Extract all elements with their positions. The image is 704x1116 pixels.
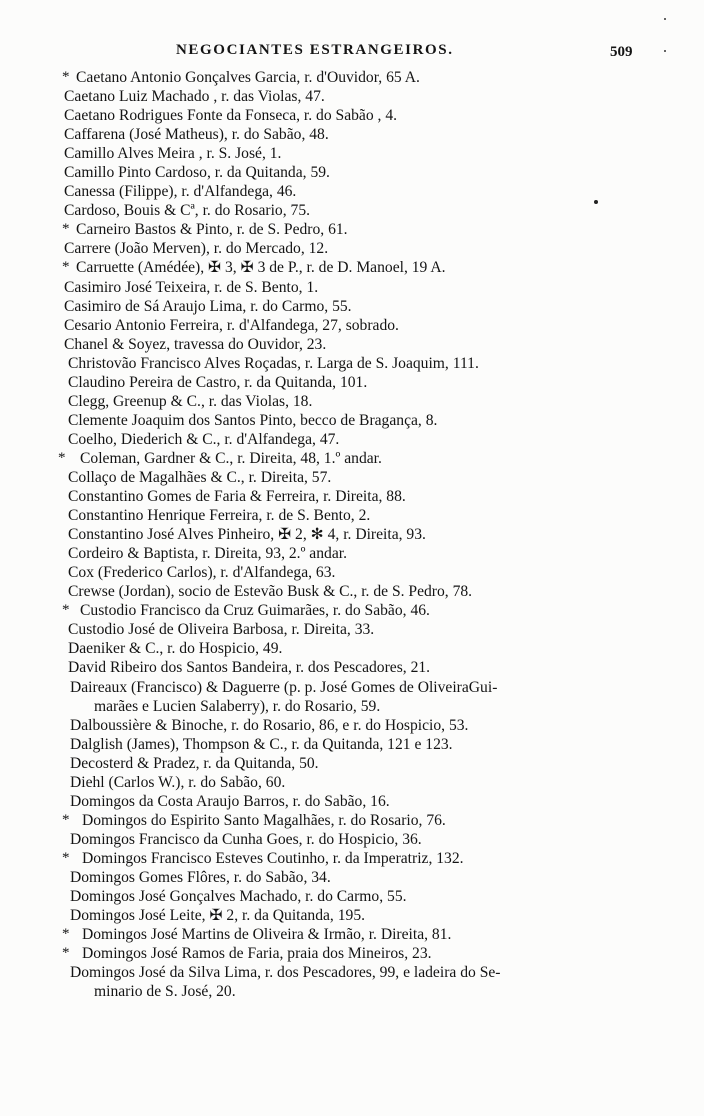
- directory-entry: [0, 678, 704, 697]
- directory-entry: [0, 201, 704, 220]
- directory-entry: [0, 468, 704, 487]
- directory-entry: [0, 354, 704, 373]
- directory-entry: [0, 316, 704, 335]
- entry-text: marães e Lucien Salaberry), r. do Rosario, 59.: [94, 697, 381, 715]
- entry-text: Daireaux (Francisco) & Daguerre (p. p. José Gomes de OliveiraGui-: [70, 678, 498, 696]
- entry-text: Cesario Antonio Ferreira, r. d'Alfandega, 27, sobrado.: [64, 316, 399, 334]
- entry-text: Domingos José Ramos de Faria, praia dos Mineiros, 23.: [82, 945, 432, 963]
- entry-text: Coleman, Gardner & C., r. Direita, 48, 1.º andar.: [80, 449, 382, 467]
- entry-text: Crewse (Jordan), socio de Estevão Busk & C., r. de S. Pedro, 78.: [68, 583, 473, 601]
- entry-text: Custodio José de Oliveira Barbosa, r. Direita, 33.: [68, 621, 375, 639]
- directory-entry: [0, 982, 704, 1001]
- directory-entry: [0, 697, 704, 716]
- directory-entry: [0, 716, 704, 735]
- entry-text: Clegg, Greenup & C., r. das Violas, 18.: [68, 392, 313, 410]
- entry-marker: *: [62, 602, 70, 619]
- entry-text: Decosterd & Pradez, r. da Quitanda, 50.: [70, 754, 319, 772]
- directory-entry: [0, 487, 704, 506]
- entry-text: Casimiro de Sá Araujo Lima, r. do Carmo, 55.: [64, 297, 352, 315]
- directory-entry: [0, 68, 704, 87]
- entry-text: Domingos José Martins de Oliveira & Irmão, r. Direita, 81.: [82, 926, 452, 944]
- entry-text: Domingos Francisco Esteves Coutinho, r. da Imperatriz, 132.: [82, 849, 464, 867]
- directory-entry: [0, 544, 704, 563]
- directory-entry: [0, 182, 704, 201]
- directory-entry: [0, 239, 704, 258]
- entry-text: Domingos do Espirito Santo Magalhães, r. do Rosario, 76.: [82, 811, 446, 829]
- page-number: 509: [610, 44, 633, 60]
- entry-marker: *: [62, 259, 70, 276]
- directory-entry: [0, 811, 704, 830]
- entry-marker: *: [62, 69, 70, 85]
- directory-entry: [0, 925, 704, 944]
- directory-entry: [0, 297, 704, 316]
- entry-text: David Ribeiro dos Santos Bandeira, r. dos Pescadores, 21.: [68, 659, 431, 677]
- directory-entry: [0, 773, 704, 792]
- entry-text: Cordeiro & Baptista, r. Direita, 93, 2.º andar.: [68, 545, 347, 563]
- directory-entry: [0, 620, 704, 639]
- entry-marker: *: [62, 945, 70, 962]
- directory-entry: [0, 335, 704, 354]
- entry-text: Domingos da Costa Araujo Barros, r. do Sabão, 16.: [70, 792, 390, 810]
- directory-entry: [0, 792, 704, 811]
- directory-entry: [0, 163, 704, 182]
- entry-text: Dalglish (James), Thompson & C., r. da Quitanda, 121 e 123.: [70, 735, 453, 753]
- directory-entry: [0, 754, 704, 773]
- directory-entry: [0, 658, 704, 677]
- entry-text: Cox (Frederico Carlos), r. d'Alfandega, 63.: [68, 564, 336, 582]
- entry-text: Camillo Pinto Cardoso, r. da Quitanda, 59.: [64, 164, 330, 182]
- entry-text: Constantino Gomes de Faria & Ferreira, r. Direita, 88.: [68, 488, 406, 506]
- entry-text: Domingos José Leite, ✠ 2, r. da Quitanda, 195.: [70, 907, 366, 925]
- entry-text: Caffarena (José Matheus), r. do Sabão, 48.: [64, 126, 329, 144]
- entry-marker: *: [58, 449, 66, 466]
- directory-entry: [0, 125, 704, 144]
- entry-text: Casimiro José Teixeira, r. de S. Bento, 1.: [64, 278, 319, 296]
- directory-entry: [0, 830, 704, 849]
- directory-entry: [0, 601, 704, 620]
- entry-marker: *: [62, 849, 70, 866]
- entry-text: Domingos Francisco da Cunha Goes, r. do Hospicio, 36.: [70, 830, 422, 848]
- entry-text: minario de S. José, 20.: [94, 983, 236, 1001]
- entry-text: Caetano Rodrigues Fonte da Fonseca, r. do Sabão , 4.: [64, 107, 398, 125]
- entry-text: Constantino José Alves Pinheiro, ✠ 2, ✻ 4, r. Direita, 93.: [68, 526, 426, 544]
- entry-text: Dalboussière & Binoche, r. do Rosario, 86, e r. do Hospicio, 53.: [70, 716, 469, 734]
- directory-entry: [0, 944, 704, 963]
- directory-entry: [0, 563, 704, 582]
- directory-entry: [0, 220, 704, 239]
- entry-text: Collaço de Magalhães & C., r. Direita, 57.: [68, 468, 332, 486]
- entry-text: Domingos José Gonçalves Machado, r. do Carmo, 55.: [70, 888, 407, 906]
- directory-entry: [0, 411, 704, 430]
- directory-entry: [0, 506, 704, 525]
- entry-text: Chanel & Soyez, travessa do Ouvidor, 23.: [64, 335, 327, 353]
- directory-entry: [0, 849, 704, 868]
- entry-text: Carruette (Amédée), ✠ 3, ✠ 3 de P., r. de D. Manoel, 19 A.: [76, 259, 446, 277]
- directory-entry: [0, 449, 704, 468]
- entry-text: Christovão Francisco Alves Roçadas, r. Larga de S. Joaquim, 111.: [68, 354, 479, 372]
- running-title: NEGOCIANTES ESTRANGEIROS.: [176, 42, 454, 58]
- entry-text: Canessa (Filippe), r. d'Alfandega, 46.: [64, 183, 297, 201]
- directory-entry: [0, 106, 704, 125]
- entry-text: Daeniker & C., r. do Hospicio, 49.: [68, 640, 283, 658]
- directory-entry: [0, 582, 704, 601]
- directory-entry: [0, 258, 704, 277]
- entry-marker: *: [62, 811, 70, 828]
- entry-text: Constantino Henrique Ferreira, r. de S. Bento, 2.: [68, 507, 371, 525]
- entry-text: Coelho, Diederich & C., r. d'Alfandega, 47.: [68, 430, 340, 448]
- directory-entry: [0, 144, 704, 163]
- ink-speck: [664, 18, 666, 20]
- entry-text: Domingos Gomes Flôres, r. do Sabão, 34.: [70, 868, 331, 886]
- entry-text: Clemente Joaquim dos Santos Pinto, becco de Bragança, 8.: [68, 411, 438, 429]
- ink-speck: [594, 200, 598, 204]
- ink-speck: [664, 50, 666, 52]
- entry-marker: *: [62, 221, 70, 238]
- entry-text: Claudino Pereira de Castro, r. da Quitanda, 101.: [68, 373, 368, 391]
- directory-entry: [0, 278, 704, 297]
- directory-entry: [0, 868, 704, 887]
- directory-entry: [0, 963, 704, 982]
- page-header: [0, 38, 704, 68]
- entry-text: Diehl (Carlos W.), r. do Sabão, 60.: [70, 773, 286, 791]
- directory-entry: [0, 525, 704, 544]
- entry-text: Camillo Alves Meira , r. S. José, 1.: [64, 145, 282, 163]
- entry-text: Carrere (João Merven), r. do Mercado, 12.: [64, 240, 329, 258]
- entry-text: Cardoso, Bouis & Cª, r. do Rosario, 75.: [64, 202, 311, 220]
- entry-text: Caetano Luiz Machado , r. das Violas, 47.: [64, 88, 325, 106]
- directory-entry: [0, 906, 704, 925]
- directory-entry: [0, 430, 704, 449]
- entry-text: Custodio Francisco da Cruz Guimarães, r. do Sabão, 46.: [80, 602, 430, 620]
- directory-entry: [0, 373, 704, 392]
- directory-entry: [0, 639, 704, 658]
- entry-marker: *: [62, 926, 70, 943]
- directory-entry: [0, 87, 704, 106]
- directory-entry: [0, 392, 704, 411]
- entry-text: Carneiro Bastos & Pinto, r. de S. Pedro, 61.: [76, 221, 348, 239]
- directory-entry: [0, 887, 704, 906]
- directory-entry: [0, 735, 704, 754]
- entry-text: Caetano Antonio Gonçalves Garcia, r. d'Ouvidor, 65 A.: [76, 69, 420, 86]
- entry-text: Domingos José da Silva Lima, r. dos Pescadores, 99, e ladeira do Se-: [70, 964, 501, 982]
- entry-list: [0, 68, 704, 1001]
